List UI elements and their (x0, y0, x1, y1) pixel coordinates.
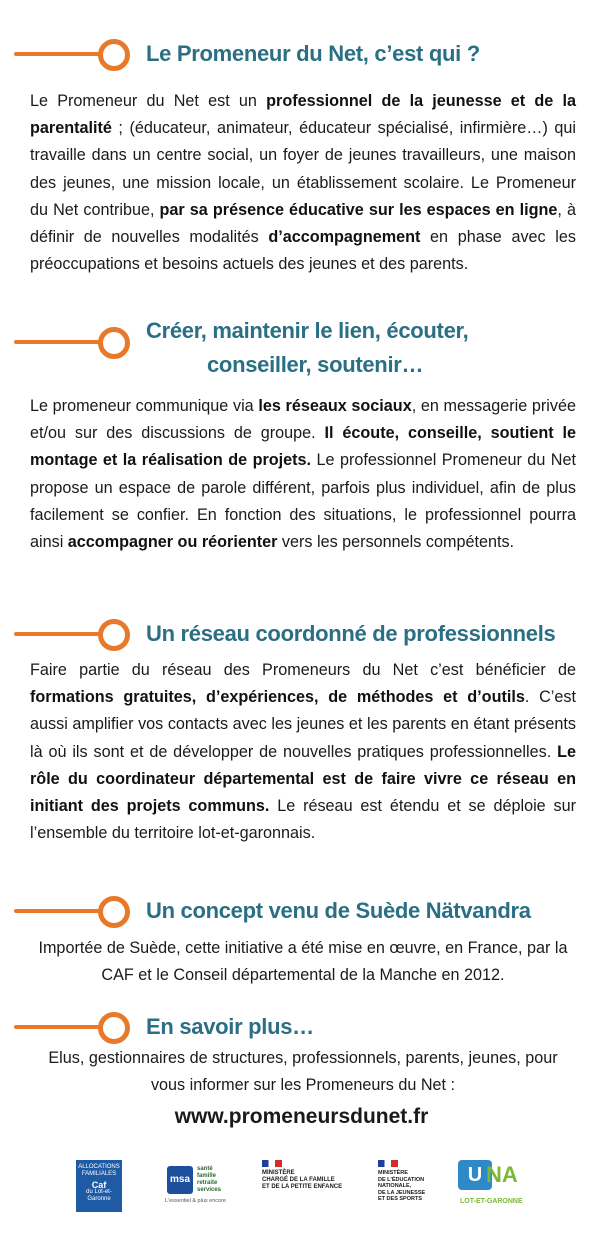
bold-text-run: Il écoute, conseille, soutient le montage et la réalisation de projets. (30, 424, 576, 470)
ministere-line: MINISTÈRE (262, 1170, 295, 1176)
text-run: Faire partie du réseau des Promeneurs du Net c’est bénéficier de (30, 661, 576, 679)
text-run: . C’est aussi amplifier vos contacts avec les jeunes et les parents en étant présents là où ils sont et de développer de nouvelles pratiques professionnelles. (30, 688, 576, 761)
orange-line-decoration (14, 52, 104, 56)
section-3-body (30, 657, 576, 847)
text-run: , en messagerie privée et/ou sur des discussions de groupe. (30, 397, 576, 443)
ministere-line: NATIONALE, (378, 1183, 412, 1189)
bold-text-run: professionnel de la jeunesse et de la parentalité (30, 92, 576, 138)
msa-line: santé (197, 1166, 213, 1172)
section-title: Un concept venu de Suède Nätvandra (146, 898, 531, 923)
text-run: Le réseau est étendu et se déploie sur l’ensemble du territoire lot-et-garonnais. (30, 797, 576, 843)
msa-tagline: L'essentiel & plus encore (165, 1198, 226, 1204)
text-run: Le promeneur communique via (30, 397, 259, 415)
una-subtitle: LOT-ET-GARONNE (460, 1198, 523, 1205)
section-title: En savoir plus… (146, 1014, 314, 1039)
section-1-body (30, 88, 576, 278)
section-5-body: Elus, gestionnaires de structures, professionnels, parents, jeunes, pour vous informer sur les Promeneurs du Net : (48, 1049, 558, 1095)
msa-mark: msa (167, 1166, 193, 1194)
ministere-line: DE LA JEUNESSE (378, 1189, 426, 1196)
text-run: ; (éducateur, animateur, éducateur spécialisé, infirmière…) qui travaille dans un centre social, un foyer de jeunes travailleurs, une maison des jeunes, une mission locale, un établissement scolaire. Le Promeneur du Net contribue, (30, 119, 576, 219)
orange-circle-icon (98, 896, 130, 928)
caf-line3: du Lot-et- (86, 1189, 112, 1195)
orange-circle-icon (98, 327, 130, 359)
bold-text-run: par sa présence éducative sur les espaces en ligne (159, 200, 558, 219)
ministere-education-logo (378, 1160, 448, 1214)
orange-circle-icon (98, 1012, 130, 1044)
section-title-line1: Créer, maintenir le lien, écouter, (146, 318, 469, 343)
partner-logos (0, 1160, 603, 1230)
section-title: Le Promeneur du Net, c’est qui ? (146, 41, 480, 66)
una-mark (458, 1160, 528, 1190)
caf-word: Caf (91, 1180, 107, 1190)
orange-line-decoration (14, 1025, 104, 1029)
french-flag-icon (378, 1160, 398, 1167)
bold-text-run: d’accompagnement (268, 228, 421, 247)
ministere-line: ET DE LA PETITE ENFANCE (262, 1184, 343, 1190)
ministere-line: DE L'ÉDUCATION (378, 1176, 425, 1183)
text-run: , à définir de nouvelles modalités (30, 200, 577, 247)
section-4-body: Importée de Suède, cette initiative a été mise en œuvre, en France, par la CAF et le Conseil départemental de la Manche en 2012. (38, 939, 568, 985)
ministere-famille-logo (262, 1160, 362, 1214)
msa-line: famille (197, 1173, 217, 1179)
text-run: Le professionnel Promeneur du Net propose un espace de parole différent, parfois plus individuel, afin de plus facilement se confier. En fonction des situations, le professionnel pourra ainsi (30, 451, 576, 552)
orange-line-decoration (14, 340, 104, 344)
website-link[interactable]: www.promeneursdunet.fr (174, 1105, 429, 1128)
una-u: U (458, 1160, 492, 1190)
caf-line2: FAMILIALES (81, 1171, 117, 1177)
msa-line: services (197, 1187, 222, 1193)
text-run: vers les personnels compétents. (277, 533, 515, 552)
section-title: Un réseau coordonné de professionnels (146, 621, 556, 646)
text-run: en phase avec les préoccupations et besoins actuels des jeunes et des parents. (30, 228, 576, 274)
text-run: Le Promeneur du Net est un (30, 92, 267, 110)
ministere-line: CHARGÉ DE LA FAMILLE (262, 1177, 335, 1183)
orange-line-decoration (14, 909, 104, 913)
orange-circle-icon (98, 39, 130, 71)
msa-line: retraite (197, 1180, 218, 1186)
caf-line4: Garonne (87, 1196, 111, 1202)
una-logo (458, 1160, 536, 1214)
ministere-line: ET DES SPORTS (378, 1196, 423, 1202)
ministere-line: MINISTÈRE (378, 1170, 408, 1176)
orange-line-decoration (14, 632, 104, 636)
bold-text-run: Le rôle du coordinateur départemental est de faire vivre ce réseau en initiant des projets communs. (30, 742, 576, 816)
section-title-line2: conseiller, soutenir… (207, 352, 424, 377)
bold-text-run: les réseaux sociaux (258, 397, 412, 415)
caf-line1: ALLOCATIONS (78, 1164, 120, 1170)
orange-circle-icon (98, 619, 130, 651)
msa-logo (163, 1160, 243, 1210)
bold-text-run: formations gratuites, d’expériences, de méthodes et d’outils (30, 688, 525, 707)
una-na: NA (486, 1162, 518, 1187)
msa-services (197, 1166, 221, 1194)
caf-logo (76, 1160, 122, 1212)
french-flag-icon (262, 1160, 282, 1167)
section-2-body (30, 393, 576, 556)
bold-text-run: accompagner ou réorienter (67, 533, 278, 552)
